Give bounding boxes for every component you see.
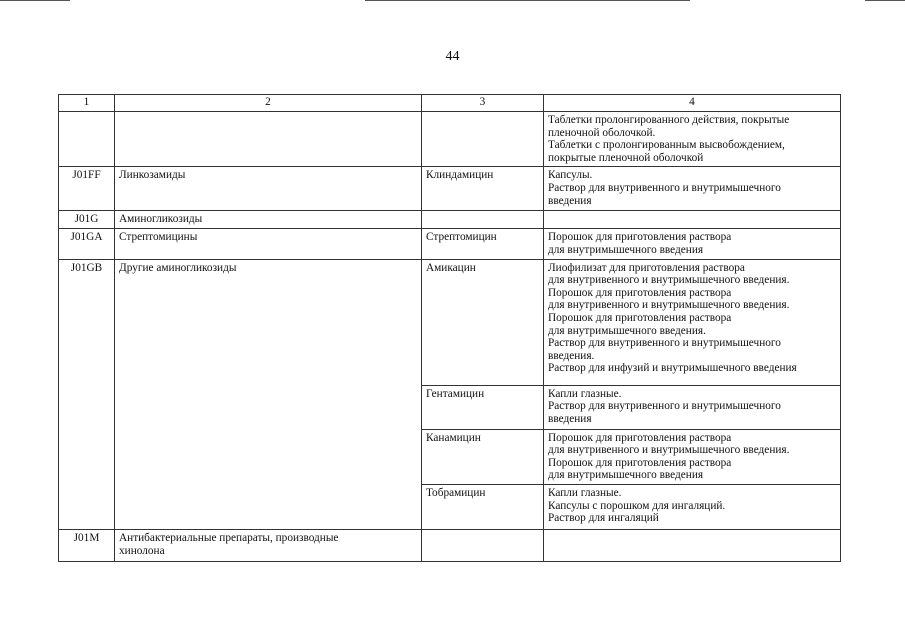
pharmacological-group-cell: Другие аминогликозиды xyxy=(115,259,422,529)
table-row xyxy=(59,259,841,385)
dosage-form-line: введения. xyxy=(548,349,595,362)
dosage-form-line: введения xyxy=(548,194,592,207)
dosage-form-line: Порошок для приготовления раствора xyxy=(548,311,732,324)
table-row xyxy=(59,229,841,259)
drug-name-cell: Стрептомицин xyxy=(422,229,544,259)
dosage-form-line: для внутримышечного введения xyxy=(548,469,704,482)
dosage-form-line: Раствор для внутривенного и внутримышечного xyxy=(548,337,781,350)
dosage-form-line: Раствор для внутривенного и внутримышечного xyxy=(548,181,781,194)
group-name-line: Антибактериальные препараты, производные xyxy=(119,531,339,544)
dosage-form-line: для внутривенного и внутримышечного введения. xyxy=(548,444,790,457)
dosage-form-line: Раствор для внутривенного и внутримышечного xyxy=(548,400,781,413)
drug-name-cell: Амикацин xyxy=(422,259,544,385)
dosage-form-line: Капсулы. xyxy=(548,169,593,182)
pharmacological-group-cell: Стрептомицины xyxy=(115,229,422,259)
table-row xyxy=(59,211,841,229)
dosage-form-line: Капли глазные. xyxy=(548,486,622,499)
atc-code-cell: J01GB xyxy=(59,259,115,529)
dosage-forms-cell xyxy=(544,385,841,429)
drug-name-cell xyxy=(422,529,544,561)
dosage-form-line: Лиофилизат для приготовления раствора xyxy=(548,261,745,274)
dosage-form-line: для внутримышечного введения. xyxy=(548,324,706,337)
drug-name-cell: Гентамицин xyxy=(422,385,544,429)
dosage-form-line: Порошок для приготовления раствора xyxy=(548,456,732,469)
drug-name-cell: Канамицин xyxy=(422,429,544,484)
table-body xyxy=(59,112,841,562)
drug-name-cell xyxy=(422,211,544,229)
atc-code-cell xyxy=(59,112,115,167)
dosage-forms-cell xyxy=(544,529,841,561)
scan-edge-line-left xyxy=(0,0,70,1)
pharmacological-group-cell: Линкозамиды xyxy=(115,167,422,211)
atc-code-cell: J01GA xyxy=(59,229,115,259)
atc-code-cell: J01FF xyxy=(59,167,115,211)
dosage-form-line: Таблетки с пролонгированным высвобождением, xyxy=(548,139,785,152)
table-row xyxy=(59,167,841,211)
dosage-form-line: Порошок для приготовления раствора xyxy=(548,431,732,444)
dosage-forms-cell xyxy=(544,211,841,229)
dosage-form-line: Порошок для приготовления раствора xyxy=(548,286,732,299)
pharmacological-group-cell xyxy=(115,112,422,167)
dosage-forms-cell xyxy=(544,229,841,259)
scan-edge-line-right xyxy=(865,0,905,1)
dosage-forms-cell xyxy=(544,112,841,167)
dosage-form-line: пленочной оболочкой. xyxy=(548,126,656,139)
dosage-form-line: Таблетки пролонгированного действия, покрытые xyxy=(548,114,790,126)
table-row xyxy=(59,112,841,167)
dosage-form-line: покрытые пленочной оболочкой xyxy=(548,151,704,164)
dosage-forms-cell xyxy=(544,167,841,211)
dosage-form-line: введения xyxy=(548,412,592,425)
drug-classification-table xyxy=(58,94,841,562)
atc-code-cell: J01G xyxy=(59,211,115,229)
dosage-form-line: Порошок для приготовления раствора xyxy=(548,231,732,244)
dosage-form-line: для внутримышечного введения xyxy=(548,243,704,256)
dosage-form-line: Капсулы с порошком для ингаляций. xyxy=(548,499,726,512)
drug-name-cell: Клиндамицин xyxy=(422,167,544,211)
atc-code-cell: J01M xyxy=(59,529,115,561)
table-row xyxy=(59,529,841,561)
dosage-form-line: для внутривенного и внутримышечного введения. xyxy=(548,274,790,287)
dosage-form-line: Раствор для инфузий и внутримышечного введения xyxy=(548,362,797,375)
group-name-line: хинолона xyxy=(119,544,165,557)
header-row xyxy=(59,95,841,112)
dosage-form-line: для внутривенного и внутримышечного введения. xyxy=(548,299,790,312)
page-number: 44 xyxy=(445,49,460,64)
column-header-3: 3 xyxy=(422,95,544,112)
dosage-forms-cell xyxy=(544,259,841,385)
column-header-1: 1 xyxy=(59,95,115,112)
dosage-forms-cell xyxy=(544,484,841,529)
scan-edge-line-center xyxy=(365,0,690,1)
dosage-forms-cell xyxy=(544,429,841,484)
drug-name-cell: Тобрамицин xyxy=(422,484,544,529)
column-header-2: 2 xyxy=(115,95,422,112)
dosage-form-line: Капли глазные. xyxy=(548,387,622,400)
drug-name-cell xyxy=(422,112,544,167)
column-header-4: 4 xyxy=(544,95,841,112)
pharmacological-group-cell xyxy=(115,529,422,561)
pharmacological-group-cell: Аминогликозиды xyxy=(115,211,422,229)
dosage-form-line: Раствор для ингаляций xyxy=(548,512,659,525)
